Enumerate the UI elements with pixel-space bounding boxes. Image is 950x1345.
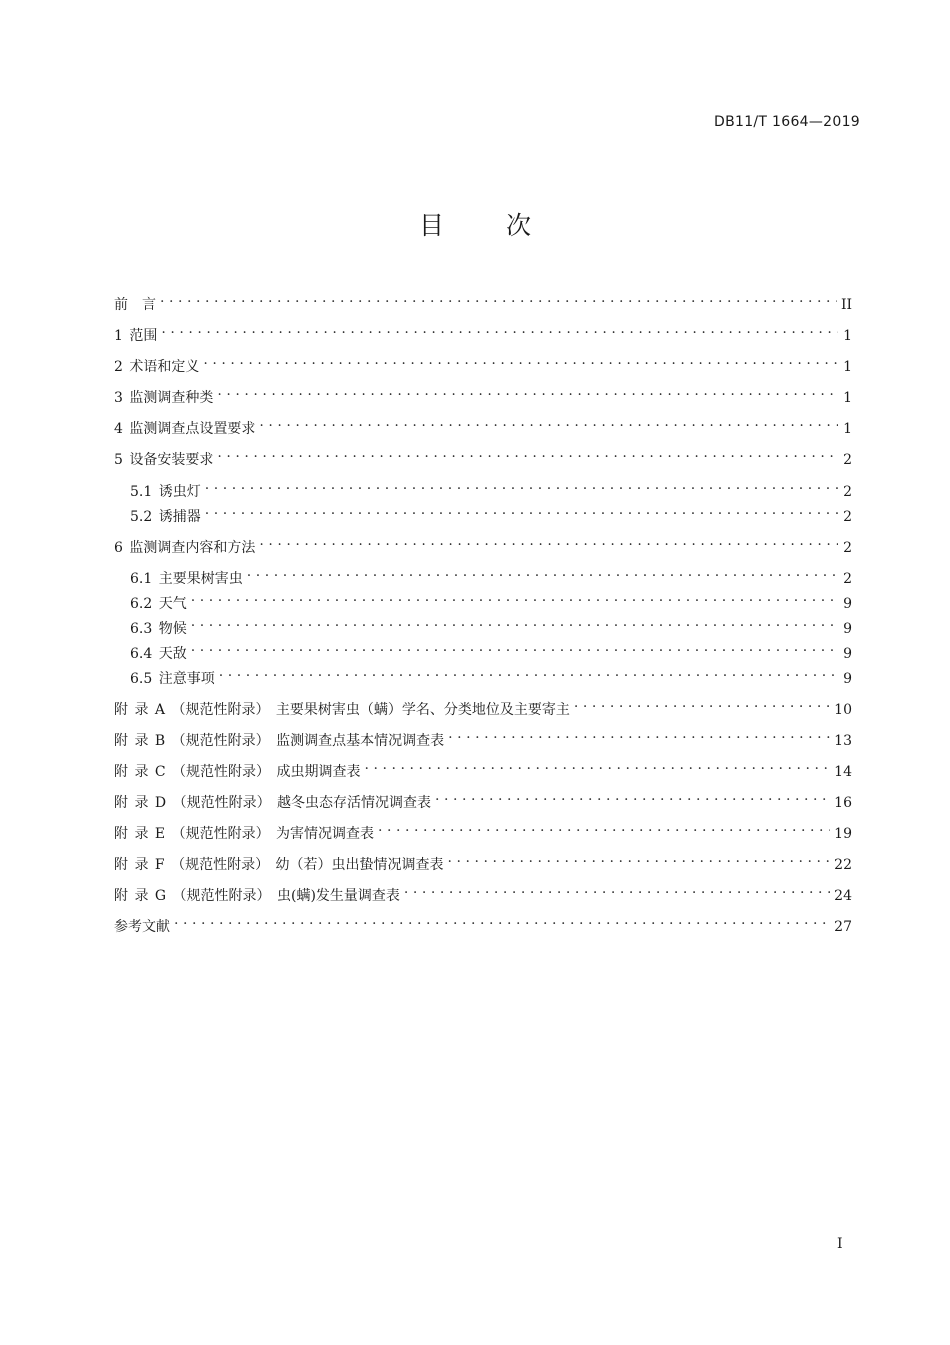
toc-entry-page: 2 xyxy=(843,484,852,500)
toc-leader-dots xyxy=(191,611,838,633)
toc-leader-dots xyxy=(435,785,830,807)
toc-entry-page: 9 xyxy=(843,646,852,662)
toc-entry-page: II xyxy=(840,297,852,313)
toc-entry[interactable] xyxy=(114,692,852,718)
toc-entry-label: 附 录 A （规范性附录） 主要果树害虫（螨）学名、分类地位及主要寄主 xyxy=(114,702,570,718)
toc-entry[interactable] xyxy=(130,586,852,612)
toc-entry-label: 附 录 B （规范性附录） 监测调查点基本情况调查表 xyxy=(114,733,445,749)
toc-entry[interactable] xyxy=(114,909,852,935)
toc-entry-page: 10 xyxy=(834,702,852,718)
toc-entry-page: 2 xyxy=(843,509,852,525)
toc-entry-page: 9 xyxy=(843,671,852,687)
toc-entry-page: 9 xyxy=(843,621,852,637)
toc-leader-dots xyxy=(247,561,838,583)
toc-leader-dots xyxy=(161,318,838,340)
toc-entry-label: 附 录 E （规范性附录） 为害情况调查表 xyxy=(114,826,375,842)
toc-entry[interactable] xyxy=(114,847,852,873)
toc-entry-label: 附 录 D （规范性附录） 越冬虫态存活情况调查表 xyxy=(114,795,432,811)
toc-entry[interactable] xyxy=(114,530,852,556)
toc-leader-dots xyxy=(191,636,838,658)
toc-entry[interactable] xyxy=(114,349,852,375)
toc-entry-label: 6.4 天敌 xyxy=(130,646,187,662)
toc-entry[interactable] xyxy=(130,661,852,687)
toc-entry-label: 6 监测调查内容和方法 xyxy=(114,540,256,556)
page-title: 目次 xyxy=(418,211,593,240)
toc-entry-page: 19 xyxy=(834,826,852,842)
toc-leader-dots xyxy=(574,692,830,714)
toc-entry-label: 5 设备安装要求 xyxy=(114,452,214,468)
toc-entry[interactable] xyxy=(114,785,852,811)
toc-leader-dots xyxy=(217,380,838,402)
toc-entry-label: 6.2 天气 xyxy=(130,596,187,612)
toc-entry[interactable] xyxy=(114,754,852,780)
toc-entry[interactable] xyxy=(114,878,852,904)
toc-entry[interactable] xyxy=(130,636,852,662)
toc-leader-dots xyxy=(404,878,830,900)
toc-entry-page: 22 xyxy=(834,857,852,873)
toc-entry[interactable] xyxy=(114,380,852,406)
toc-entry-label: 附 录 F （规范性附录） 幼（若）虫出蛰情况调查表 xyxy=(114,857,444,873)
toc-entry-page: 1 xyxy=(843,390,852,406)
toc-entry-page: 1 xyxy=(843,359,852,375)
toc-entry-page: 1 xyxy=(843,328,852,344)
toc-leader-dots xyxy=(219,661,838,683)
toc-entry-label: 2 术语和定义 xyxy=(114,359,200,375)
toc-leader-dots xyxy=(174,909,830,931)
page-number: I xyxy=(837,1236,843,1252)
toc-entry[interactable] xyxy=(130,499,852,525)
toc-entry-label: 6.1 主要果树害虫 xyxy=(130,571,243,587)
toc-entry[interactable] xyxy=(130,561,852,587)
toc-leader-dots xyxy=(205,474,838,496)
toc-entry-label: 5.1 诱虫灯 xyxy=(130,484,201,500)
toc-entry-label: 5.2 诱捕器 xyxy=(130,509,201,525)
toc-entry-label: 前 言 xyxy=(114,297,156,313)
toc-leader-dots xyxy=(378,816,830,838)
toc-entry-label: 附 录 G （规范性附录） 虫(螨)发生量调查表 xyxy=(114,888,400,904)
toc-entry-label: 4 监测调查点设置要求 xyxy=(114,421,256,437)
toc-entry[interactable] xyxy=(114,442,852,468)
toc-entry-label: 6.5 注意事项 xyxy=(130,671,215,687)
toc-leader-dots xyxy=(191,586,838,608)
toc-entry[interactable] xyxy=(114,287,852,313)
toc-entry-page: 13 xyxy=(834,733,852,749)
toc-leader-dots xyxy=(259,530,838,552)
toc-entry-label: 附 录 C （规范性附录） 成虫期调查表 xyxy=(114,764,361,780)
toc-entry-page: 14 xyxy=(834,764,852,780)
toc-leader-dots xyxy=(365,754,831,776)
toc-leader-dots xyxy=(448,847,831,869)
toc-entry[interactable] xyxy=(114,318,852,344)
toc-leader-dots xyxy=(259,411,838,433)
toc-entry-label: 1 范围 xyxy=(114,328,158,344)
toc-leader-dots xyxy=(217,442,838,464)
toc-entry[interactable] xyxy=(114,411,852,437)
toc-entry-label: 3 监测调查种类 xyxy=(114,390,214,406)
toc-entry[interactable] xyxy=(114,723,852,749)
toc-entry-page: 9 xyxy=(843,596,852,612)
toc-entry-label: 6.3 物候 xyxy=(130,621,187,637)
toc-entry[interactable] xyxy=(130,611,852,637)
toc-entry-page: 2 xyxy=(843,571,852,587)
toc-entry-page: 2 xyxy=(843,540,852,556)
toc-leader-dots xyxy=(203,349,838,371)
toc-entry-page: 24 xyxy=(834,888,852,904)
toc-entry[interactable] xyxy=(130,474,852,500)
toc-leader-dots xyxy=(160,287,837,309)
toc-entry-page: 16 xyxy=(834,795,852,811)
toc-entry[interactable] xyxy=(114,816,852,842)
toc-entry-label: 参考文献 xyxy=(114,919,170,935)
toc-leader-dots xyxy=(448,723,830,745)
standard-code: DB11/T 1664—2019 xyxy=(714,114,860,130)
toc-entry-page: 2 xyxy=(843,452,852,468)
toc-entry-page: 27 xyxy=(834,919,852,935)
toc-entry-page: 1 xyxy=(843,421,852,437)
toc-leader-dots xyxy=(205,499,838,521)
